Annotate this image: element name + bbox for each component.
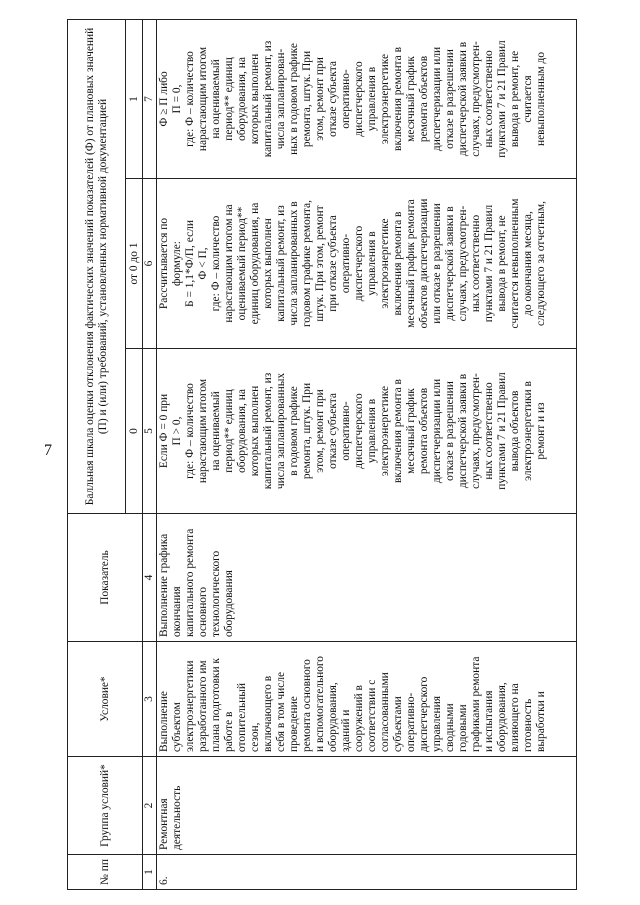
- text-line: отказе в разрешении: [444, 49, 456, 149]
- header-condition: Условие*: [68, 642, 143, 757]
- text-line: Выполнение: [158, 691, 170, 752]
- text-line: Рассчитывается по: [158, 217, 170, 310]
- text-line: ных в годовом графике: [288, 43, 300, 155]
- text-line: отказе в разрешении: [444, 381, 456, 481]
- text-line: управления в: [366, 398, 378, 464]
- column-number: 4: [143, 514, 157, 642]
- text-line: сезон,: [249, 722, 261, 752]
- text-line: Ф < П,: [197, 247, 209, 280]
- text-line: или отказе в разрешении: [431, 203, 443, 324]
- text-line: этом, ремонт при: [314, 57, 326, 141]
- text-line: оборудования,: [327, 682, 339, 752]
- header-indicator: Показатель: [68, 514, 143, 642]
- text-line: Ф ≥ П либо: [158, 71, 170, 127]
- text-line: ремонт и из: [535, 402, 547, 460]
- text-line: работе в: [223, 711, 235, 752]
- text-line: себя в том числе: [275, 671, 287, 752]
- text-line: оборудования, на: [236, 57, 248, 141]
- text-line: случаях, предусмотрен-: [470, 41, 482, 157]
- text-line: числа запланированных: [275, 372, 287, 490]
- text-line: включения ремонта в: [392, 211, 404, 316]
- text-line: оборудования, на: [236, 389, 248, 473]
- text-line: диспетчеризации или: [431, 46, 443, 152]
- text-line: Б = 1,1*Ф/П, если: [184, 220, 196, 307]
- text-line: которых выполнен: [249, 53, 261, 145]
- text-line: зданий и: [340, 709, 352, 752]
- text-line: и вспомогательного: [314, 655, 326, 752]
- text-line: электроэнергетики: [184, 660, 196, 752]
- header-group: Группа условий*: [68, 757, 143, 855]
- text-line: ремонта объектов: [418, 387, 430, 475]
- column-number: 3: [143, 642, 157, 757]
- text-line: на оцениваемый: [210, 59, 222, 139]
- column-number: 6: [143, 179, 157, 349]
- text-line: плана подготовки к: [210, 658, 222, 752]
- text-line: нарастающим итогом: [197, 46, 209, 152]
- text-line: нарастающим итогом на: [223, 204, 235, 323]
- text-line: оперативно-: [340, 401, 352, 461]
- text-line: ремонта, штук. При: [301, 382, 313, 480]
- text-line: на оцениваемый: [210, 391, 222, 471]
- text-line: диспетчерской заявки в: [457, 41, 469, 157]
- text-line: диспетчерского: [353, 393, 365, 469]
- text-line: П > 0,: [171, 416, 183, 446]
- text-line: объектов диспетчеризации: [418, 198, 430, 329]
- text-line: нарастающим итогом: [197, 378, 209, 484]
- text-line: формуле:: [171, 241, 183, 286]
- text-line: диспетчерского: [353, 61, 365, 137]
- text-line: выработки и: [535, 691, 547, 752]
- row-condition-cell: [157, 642, 577, 757]
- text-line: ных соответственно: [483, 382, 495, 480]
- row-score1-cell: [157, 19, 577, 178]
- column-number: 2: [143, 757, 157, 855]
- text-line: электроэнергетике: [379, 53, 391, 145]
- text-line: электроэнергетики в: [522, 381, 534, 481]
- text-line: которых выполнен: [249, 385, 261, 477]
- header-score-0: 0: [126, 349, 143, 514]
- text-line: невыполненным до: [535, 51, 547, 147]
- text-line: ремонта основного: [301, 659, 313, 752]
- text-line: включения ремонта в: [392, 379, 404, 483]
- text-line: где: Ф – количество: [184, 51, 196, 147]
- text-line: следующего за отчетным,: [535, 201, 547, 326]
- header-scale-title: Балльная шкала оценки отклонения фактических значений показателей (Ф) от плановых значений (П) и (или) требований, установленных нормативной документацией: [68, 19, 126, 513]
- text-line: включающего в: [262, 675, 274, 752]
- text-line: управления в: [366, 231, 378, 296]
- row-indicator-cell: [157, 514, 577, 642]
- text-line: сооружений в: [353, 685, 365, 752]
- text-line: случаях, предусмотрен-: [470, 373, 482, 489]
- column-number: 7: [143, 19, 157, 178]
- text-line: согласованными: [379, 672, 391, 752]
- text-line: оперативно-: [405, 692, 417, 752]
- text-line: этом, ремонт при: [314, 389, 326, 473]
- table-row: [157, 19, 577, 889]
- text-line: ных соответственно: [470, 214, 482, 313]
- header-score-mid: от 0 до 1: [126, 179, 143, 349]
- text-line: годовыми: [457, 704, 469, 752]
- text-line: отказе субъекта: [327, 393, 339, 469]
- text-line: окончания: [171, 586, 183, 637]
- text-line: пунктами 7 и 21 Правил: [496, 372, 508, 490]
- text-line: субъектами: [392, 696, 404, 752]
- row-number: 6.: [157, 855, 577, 890]
- text-line: сводными: [444, 703, 456, 752]
- text-line: отказе субъекта: [327, 61, 339, 137]
- text-line: включения ремонта в: [392, 47, 404, 151]
- row-score0-cell: [157, 349, 577, 514]
- text-line: субъектом: [171, 702, 183, 752]
- text-line: до окончания месяца,: [522, 211, 534, 316]
- text-line: готовность: [522, 698, 534, 752]
- text-line: случаях, предусмотрен-: [457, 205, 469, 322]
- text-line: оборудования,: [496, 682, 508, 752]
- text-line: диспетчерского: [418, 676, 430, 752]
- text-line: месячный график ремонта: [405, 199, 417, 328]
- text-line: диспетчерской заявки в: [457, 373, 469, 489]
- row-group-cell: [157, 757, 577, 855]
- text-line: отопительный: [236, 682, 248, 752]
- text-line: проведение: [288, 696, 300, 752]
- text-line: Если Ф = 0 при: [158, 393, 170, 469]
- text-line: диспетчеризации или: [431, 378, 443, 484]
- text-line: и испытания: [483, 690, 495, 752]
- text-line: в годовом графике: [288, 386, 300, 476]
- text-line: вывода в ремонт, не: [509, 50, 521, 148]
- text-line: оперативно-: [340, 69, 352, 129]
- text-line: годовом графике ремонта,: [301, 200, 313, 327]
- header-score-1: 1: [126, 19, 143, 178]
- text-line: диспетчерского: [353, 225, 365, 302]
- text-line: период** единиц: [223, 389, 235, 473]
- text-line: соответствии с: [366, 679, 378, 752]
- text-line: капитального ремонта: [184, 528, 196, 637]
- text-line: графиками ремонта: [470, 656, 482, 752]
- text-line: вывода в ремонт, не: [496, 215, 508, 312]
- text-line: при отказе субъекта: [327, 215, 339, 312]
- page-number: 7: [44, 442, 52, 459]
- text-line: считается: [522, 75, 534, 123]
- text-line: Выполнение графика: [158, 533, 170, 637]
- text-line: штук. При этом, ремонт: [314, 205, 326, 322]
- text-line: которых выполнен: [262, 218, 274, 309]
- text-line: месячный график: [405, 388, 417, 474]
- text-line: управления: [431, 696, 443, 752]
- text-line: разработанного им: [197, 660, 209, 752]
- text-line: П = 0,: [171, 84, 183, 114]
- text-line: ремонта объектов: [418, 55, 430, 143]
- text-line: считается невыполненным: [509, 198, 521, 329]
- text-line: месячный график: [405, 56, 417, 142]
- text-line: числа запланирован-: [275, 48, 287, 150]
- rotated-table-container: [67, 20, 577, 890]
- text-line: период** единиц: [223, 57, 235, 141]
- text-line: числа запланированных в: [288, 201, 300, 326]
- text-line: Ремонтная: [158, 798, 170, 850]
- text-line: где: Ф – количество: [210, 215, 222, 312]
- column-number: 5: [143, 349, 157, 514]
- text-line: основного: [197, 586, 209, 637]
- column-number: 1: [143, 855, 157, 890]
- text-line: оперативно-: [340, 233, 352, 294]
- text-line: диспетчерской заявки в: [444, 206, 456, 321]
- text-line: оцениваемый период**: [236, 206, 248, 321]
- text-line: управления в: [366, 66, 378, 132]
- text-line: оборудования: [223, 570, 235, 637]
- text-line: пунктами 7 и 21 Правил: [483, 204, 495, 323]
- header-num: № пп: [68, 855, 143, 890]
- text-line: где: Ф – количество: [184, 383, 196, 479]
- text-line: вывода объектов: [509, 390, 521, 472]
- text-line: пунктами 7 и 21 Правил: [496, 40, 508, 158]
- text-line: электроэнергетике: [379, 385, 391, 477]
- text-line: ных соответственно: [483, 50, 495, 148]
- text-line: единиц оборудования, на: [249, 202, 261, 325]
- row-score-mid-cell: [157, 179, 577, 349]
- text-line: электроэнергетике: [379, 218, 391, 309]
- text-line: влияющего на: [509, 683, 521, 752]
- text-line: капитальный ремонт, из: [262, 40, 274, 158]
- text-line: капитальный ремонт, из: [262, 372, 274, 490]
- text-line: ремонта, штук. При: [301, 50, 313, 148]
- text-line: капитальный ремонт, из: [275, 205, 287, 322]
- text-line: технологического: [210, 550, 222, 637]
- text-line: деятельность: [171, 785, 183, 850]
- evaluation-table: [67, 19, 577, 890]
